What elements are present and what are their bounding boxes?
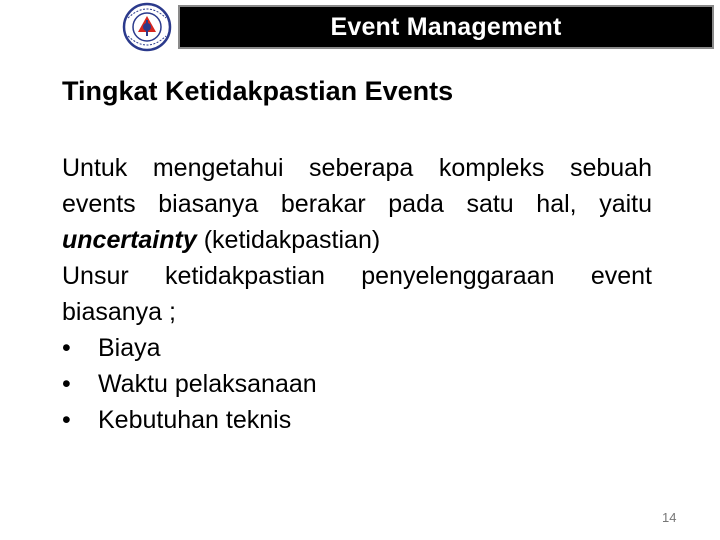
bullet-icon: •: [62, 370, 71, 398]
page-number: 14: [662, 510, 677, 525]
slide-title: Tingkat Ketidakpastian Events: [62, 76, 454, 106]
list-item-label: Kebutuhan teknis: [98, 406, 292, 434]
university-logo: [118, 2, 176, 52]
list-item-label: Biaya: [98, 334, 161, 362]
bullet-icon: •: [62, 334, 71, 362]
paragraph-text: Untuk mengetahui seberapa kompleks sebuah events biasanya berakar pada satu hal, yaitu: [62, 154, 652, 218]
paragraph-uncertainty: [62, 150, 652, 258]
list-item: [62, 402, 652, 438]
header-title: Event Management: [330, 12, 562, 41]
list-item: [62, 366, 652, 402]
slide-body: [62, 150, 652, 438]
paragraph-elements: Unsur ketidakpastian penyelenggaraan event biasanya ;: [62, 262, 652, 326]
bullet-icon: •: [62, 406, 71, 434]
emphasis-term: uncertainty: [62, 226, 197, 254]
paragraph-text-end: (ketidakpastian): [196, 226, 381, 254]
bullet-list: [62, 330, 652, 438]
list-item: [62, 330, 652, 366]
list-item-label: Waktu pelaksanaan: [98, 370, 317, 398]
header-bar: [178, 5, 714, 49]
